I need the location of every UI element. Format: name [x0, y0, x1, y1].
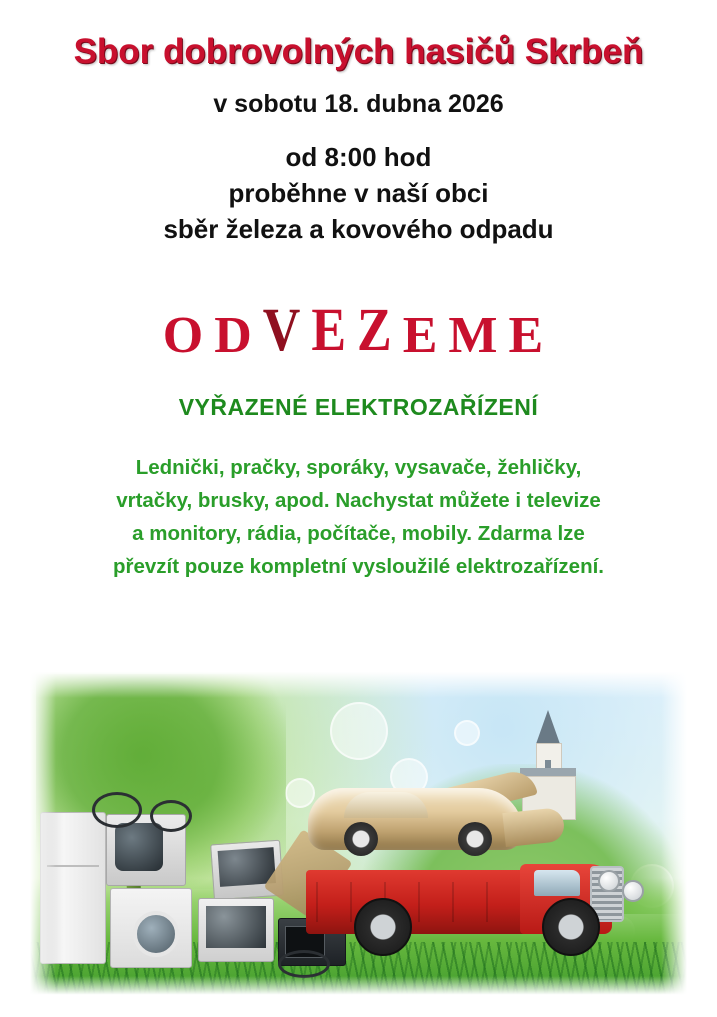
subheadline: VYŘAZENÉ ELEKTROZAŘÍZENÍ	[178, 393, 539, 420]
poster-header	[0, 0, 717, 248]
body-line-3: a monitory, rádia, počítače, mobily. Zdarma lze	[132, 522, 585, 546]
washing-machine-door	[133, 911, 179, 957]
car-window	[344, 792, 428, 818]
headline-letter-m: M	[448, 306, 509, 364]
computer-monitor-icon	[198, 898, 274, 962]
event-time: od 8:00 hod	[285, 142, 432, 173]
body-line-1: Lednički, pračky, sporáky, vysavače, žehličky,	[135, 455, 582, 479]
image-fade-bottom	[30, 976, 687, 998]
image-fade-right	[661, 668, 687, 998]
image-fade-top	[30, 668, 687, 698]
cable-icon	[150, 800, 192, 832]
headline-letter-z: Z	[357, 296, 403, 365]
monitor-screen	[206, 906, 266, 948]
truck-side-panels	[316, 882, 512, 922]
headline-wrap	[0, 296, 717, 372]
event-subject: sběr železa a kovového odpadu	[163, 214, 554, 244]
organization-title: Sbor dobrovolných hasičů Skrbeň	[73, 32, 644, 71]
headline-letter-e1: E	[311, 296, 358, 365]
headline-letter-d: D	[214, 306, 263, 364]
truck-wheel	[354, 898, 412, 956]
body-text	[59, 451, 659, 584]
television-screen	[115, 823, 163, 871]
fire-truck-icon	[306, 844, 651, 956]
body-line-2: vrtačky, brusky, apod. Nachystat můžete i televize	[116, 489, 601, 513]
cable-icon	[92, 792, 142, 828]
illustration-image	[30, 668, 687, 998]
headline-letter-e2: E	[402, 306, 449, 364]
headline	[162, 296, 555, 365]
church-spire	[536, 710, 560, 744]
car-nose	[502, 807, 565, 847]
headlight-icon	[622, 880, 644, 902]
headline-letter-e3: E	[508, 306, 555, 364]
image-fade-left	[30, 668, 56, 998]
headline-letter-v: V	[262, 296, 312, 365]
bokeh-circle	[330, 702, 388, 760]
headline-letter-o1: O	[162, 306, 215, 364]
truck-cab-window	[534, 870, 580, 896]
washing-machine-icon	[110, 888, 192, 968]
event-location: proběhne v naší obci	[228, 178, 489, 209]
truck-wheel	[542, 898, 600, 956]
bokeh-circle	[454, 720, 480, 746]
body-line-4: převzít pouze kompletní vysloužilé elektrozařízení.	[113, 555, 604, 579]
event-date: v sobotu 18. dubna 2026	[213, 89, 504, 118]
event-details	[0, 140, 717, 248]
headlight-icon	[598, 870, 620, 892]
